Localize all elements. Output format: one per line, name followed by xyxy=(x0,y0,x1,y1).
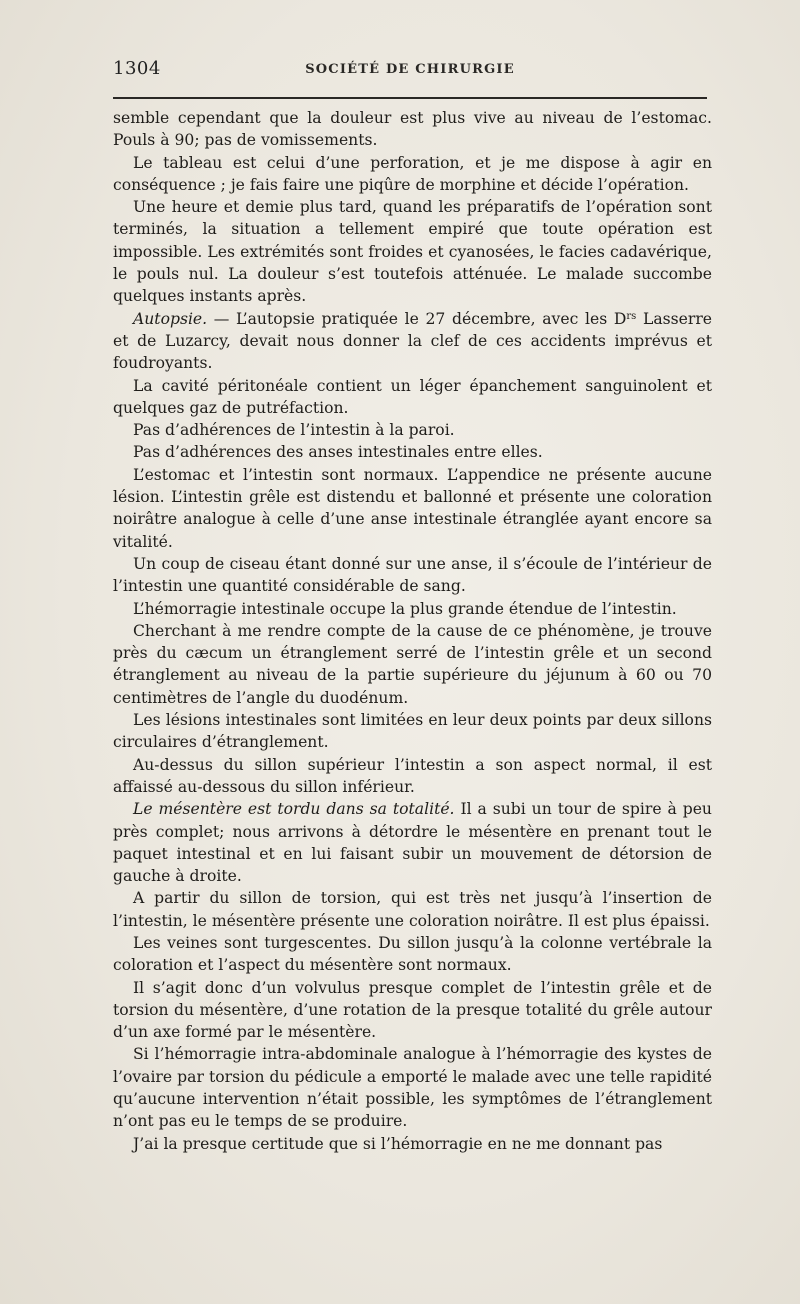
page-header xyxy=(113,58,707,88)
paragraph-2: Le tableau est celui d’une perforation, et je me dispose à agir en conséquence ; je fais faire une piqûre de morphine et décide l’opération. xyxy=(113,153,712,194)
paragraph-3: Une heure et demie plus tard, quand les préparatifs de l’opération sont terminés, la situation a tellement empiré que toute opération est impossible. Les extrémités sont froides et cyanosées, le facies cadavérique, le pouls nul. La douleur s’est toutefois atténuée. Le malade succombe quelques instants après. xyxy=(113,198,712,306)
paragraph-15: A partir du sillon de torsion, qui est très net jusqu’à l’insertion de l’intestin, le mésentère présente une coloration noirâtre. Il est plus épaissi. xyxy=(113,889,712,930)
body-text xyxy=(113,107,712,1155)
paragraph-8: L’estomac et l’intestin sont normaux. L’appendice ne présente aucune lésion. L’intestin grêle est distendu et ballonné et présente une coloration noirâtre analogue à celle d’une anse intestinale étranglée ayant encore sa vitalité. xyxy=(113,465,712,551)
doctors-superscript: rs xyxy=(626,310,637,322)
paragraph-14-rest: Il a subi un tour de spire à peu près complet; nous arrivons à détordre le mésentère en prenant tout le paquet intestinal et en lui faisant subir un mouvement de détorsion de gauche à droite. xyxy=(113,800,712,886)
paragraph-10: L’hémorragie intestinale occupe la plus grande étendue de l’intestin. xyxy=(133,599,677,618)
paragraph-18: Si l’hémorragie intra-abdominale analogue à l’hémorragie des kystes de l’ovaire par torsion du pédicule a emporté le malade avec une telle rapidité qu’aucune intervention n’était possible, les symptômes de l’étranglement n’ont pas eu le temps de se produire. xyxy=(113,1045,712,1131)
autopsie-text-b: Lasserre et de Luzarcy, devait nous donner la clef de ces accidents imprévus et foudroyants. xyxy=(113,309,713,373)
paragraph-11: Cherchant à me rendre compte de la cause de ce phénomène, je trouve près du cæcum un étranglement serré de l’intestin grêle et un second étranglement au niveau de la partie supérieure du jéjunum à 60 ou 70 centimètres de l’angle du duodénum. xyxy=(113,621,712,707)
paragraph-16: Les veines sont turgescentes. Du sillon jusqu’à la colonne vertébrale la coloration et l’aspect du mésentère sont normaux. xyxy=(113,933,712,975)
autopsie-text-a: — L’autopsie pratiquée le 27 décembre, avec les D xyxy=(207,309,627,328)
paragraph-autopsie xyxy=(113,308,712,375)
paragraph-1: semble cependant que la douleur est plus vive au niveau de l’estomac. Pouls à 90; pas de vomissements. xyxy=(113,109,712,150)
paragraph-9: Un coup de ciseau étant donné sur une anse, il s’écoule de l’intérieur de l’intestin une quantité considérable de sang. xyxy=(113,554,712,596)
autopsie-label: Autopsie. xyxy=(133,309,208,328)
paragraph-19: J’ai la presque certitude que si l’hémorragie en ne me donnant pas xyxy=(133,1134,663,1153)
mesentere-italic: Le mésentère est tordu dans sa totalité. xyxy=(133,800,455,819)
paragraph-12: Les lésions intestinales sont limitées en leur deux points par deux sillons circulaires d’étranglement. xyxy=(113,711,712,752)
paragraph-14 xyxy=(113,798,712,887)
header-rule xyxy=(113,97,707,99)
paragraph-5: La cavité péritonéale contient un léger épanchement sanguinolent et quelques gaz de putréfaction. xyxy=(113,376,712,417)
page-number: 1304 xyxy=(113,58,161,79)
running-head: SOCIÉTÉ DE CHIRURGIE xyxy=(305,62,515,77)
paragraph-7: Pas d’adhérences des anses intestinales entre elles. xyxy=(133,443,543,462)
paragraph-17: Il s’agit donc d’un volvulus presque complet de l’intestin grêle et de torsion du mésentère, d’une rotation de la presque totalité du grêle autour d’un axe formé par le mésentère. xyxy=(113,978,712,1042)
paragraph-13: Au-dessus du sillon supérieur l’intestin a son aspect normal, il est affaissé au-dessous du sillon inférieur. xyxy=(113,755,712,796)
paragraph-6: Pas d’adhérences de l’intestin à la paroi. xyxy=(133,421,455,440)
